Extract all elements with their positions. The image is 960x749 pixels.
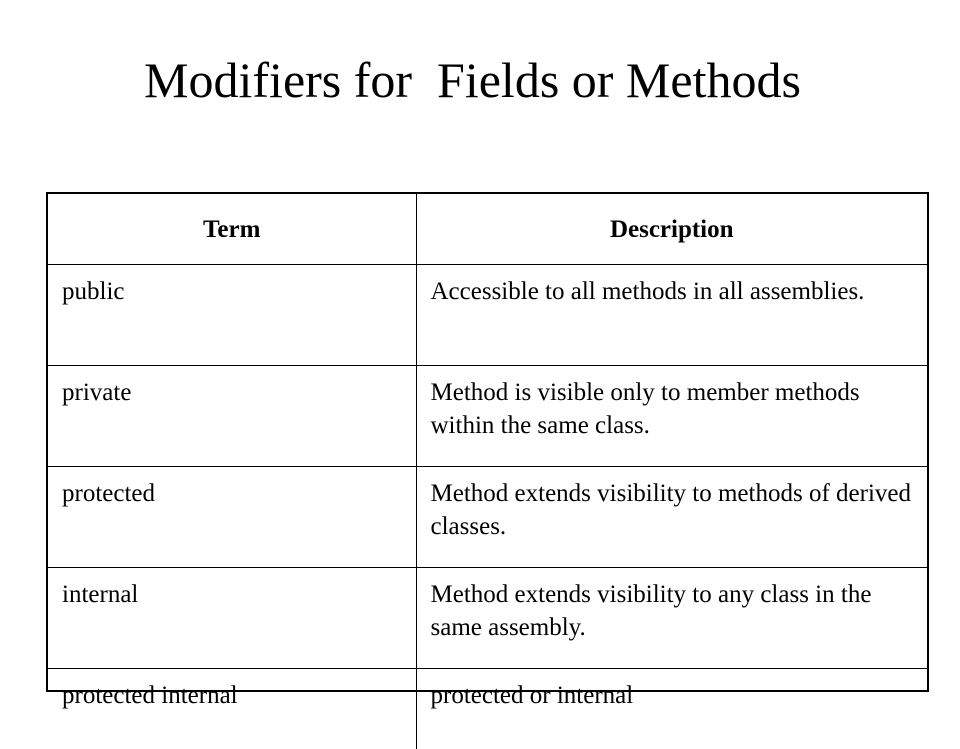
term-cell: internal xyxy=(48,568,416,669)
header-term: Term xyxy=(48,194,416,265)
table-row xyxy=(48,467,927,568)
description-cell: Method extends visibility to methods of derived classes. xyxy=(416,467,927,568)
description-cell: Accessible to all methods in all assemblies. xyxy=(416,265,927,366)
term-cell: protected xyxy=(48,467,416,568)
table-row xyxy=(48,366,927,467)
description-cell: Method extends visibility to any class in the same assembly. xyxy=(416,568,927,669)
term-cell: public xyxy=(48,265,416,366)
description-cell: Method is visible only to member methods within the same class. xyxy=(416,366,927,467)
header-description: Description xyxy=(416,194,927,265)
table-header-row xyxy=(48,194,927,265)
term-cell: protected internal xyxy=(48,669,416,749)
slide-title: Modifiers for Fields or Methods xyxy=(0,50,945,110)
table-row xyxy=(48,669,927,749)
description-cell: protected or internal xyxy=(416,669,927,749)
table-row xyxy=(48,568,927,669)
modifiers-table xyxy=(46,192,929,692)
term-cell: private xyxy=(48,366,416,467)
table-row xyxy=(48,265,927,366)
